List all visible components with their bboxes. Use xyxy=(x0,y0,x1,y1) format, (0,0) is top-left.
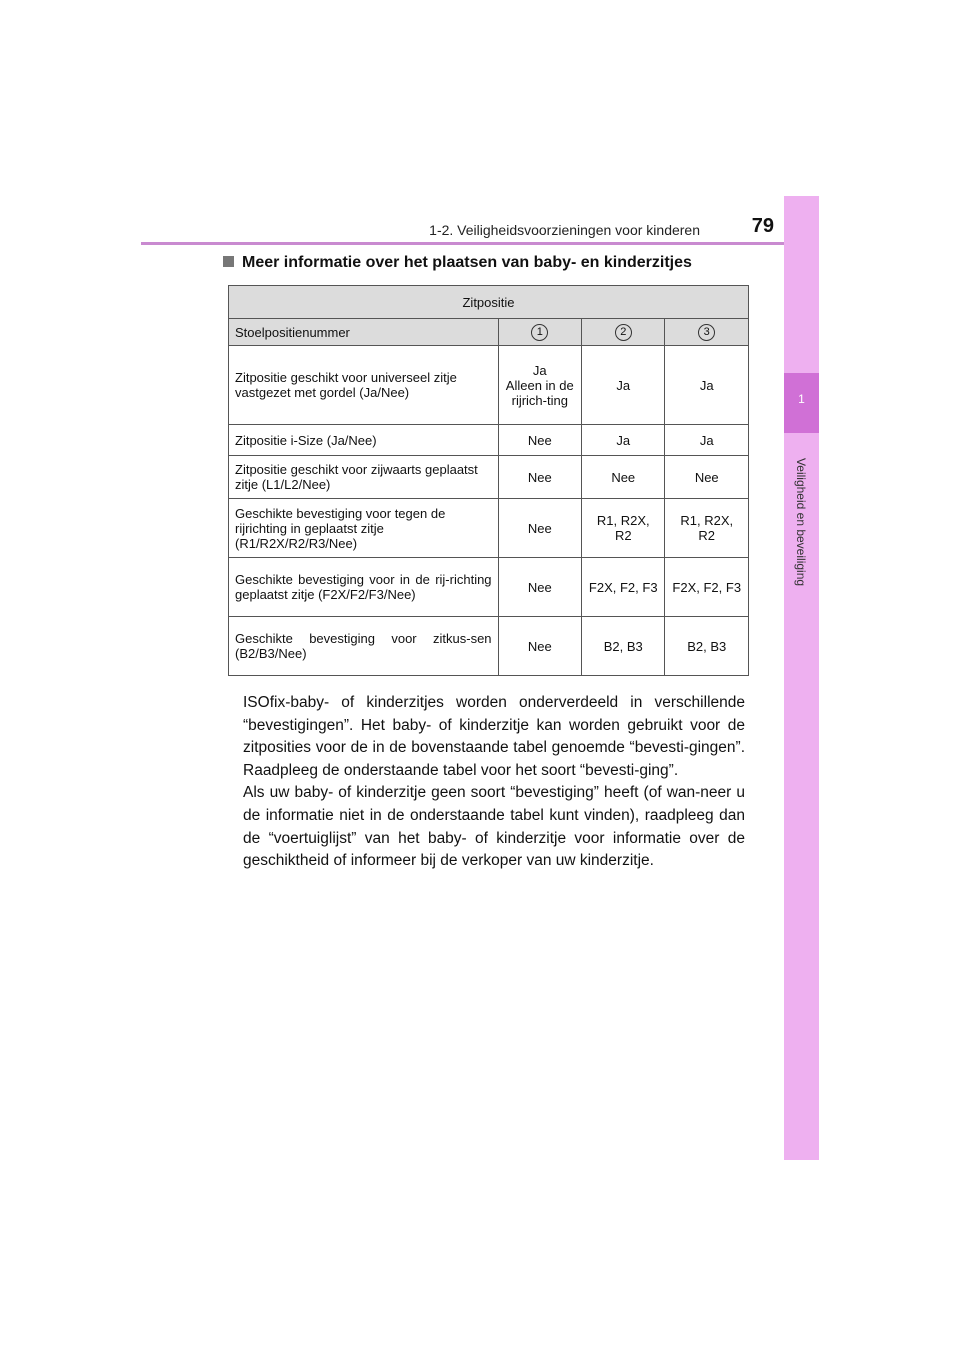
chapter-side-tab xyxy=(784,196,819,1160)
seat-number-cell xyxy=(582,319,665,346)
seat-number-label: Stoelpositienummer xyxy=(229,319,499,346)
table-row xyxy=(229,346,749,425)
header-divider xyxy=(141,242,819,245)
seat-number-2: 2 xyxy=(615,324,632,341)
row-label: Geschikte bevestiging voor tegen de rijrichting in geplaatst zitje (R1/R2X/R2/R3/Nee) xyxy=(229,499,499,558)
row-value: B2, B3 xyxy=(582,617,665,676)
row-value: R1, R2X, R2 xyxy=(665,499,749,558)
seat-position-table xyxy=(228,285,749,676)
row-value: Nee xyxy=(498,425,581,456)
row-value: Nee xyxy=(498,617,581,676)
row-value: Ja xyxy=(582,425,665,456)
seat-number-row xyxy=(229,319,749,346)
table-row xyxy=(229,617,749,676)
row-value: Ja xyxy=(665,346,749,425)
section-heading-text: Meer informatie over het plaatsen van baby- en kinderzitjes xyxy=(242,254,692,271)
row-value: F2X, F2, F3 xyxy=(582,558,665,617)
row-value: Nee xyxy=(498,456,581,499)
row-label: Zitpositie geschikt voor universeel zitje vastgezet met gordel (Ja/Nee) xyxy=(229,346,499,425)
paragraph: ISOfix-baby- of kinderzitjes worden onderverdeeld in verschillende “bevestigingen”. Het baby- of kinderzitje kan worden gebruikt voor de zitposities voor de in de bovenstaande tabel genoemde “bevesti-gingen”. Raadpleeg de onderstaande tabel voor het soort “bevesti-ging”. xyxy=(243,694,745,779)
section-title: 1-2. Veiligheidsvoorzieningen voor kinderen xyxy=(429,222,700,238)
table-row xyxy=(229,425,749,456)
chapter-title: Veiligheid en beveiliging xyxy=(794,457,808,587)
row-value: Ja Alleen in de rijrich-ting xyxy=(498,346,581,425)
table-row xyxy=(229,499,749,558)
square-bullet-icon xyxy=(223,256,234,267)
section-heading xyxy=(223,254,763,272)
row-label: Zitpositie geschikt voor zijwaarts geplaatst zitje (L1/L2/Nee) xyxy=(229,456,499,499)
row-label: Zitpositie i-Size (Ja/Nee) xyxy=(229,425,499,456)
row-value: Ja xyxy=(665,425,749,456)
table-title: Zitpositie xyxy=(229,286,749,319)
table-row xyxy=(229,558,749,617)
row-value: R1, R2X, R2 xyxy=(582,499,665,558)
table-row xyxy=(229,456,749,499)
row-value: Nee xyxy=(582,456,665,499)
seat-number-1: 1 xyxy=(531,324,548,341)
seat-number-cell xyxy=(665,319,749,346)
page-number: 79 xyxy=(751,215,774,237)
seat-number-cell xyxy=(498,319,581,346)
row-label: Geschikte bevestiging voor zitkus-sen (B2/B3/Nee) xyxy=(229,617,499,676)
row-value: Ja xyxy=(582,346,665,425)
table-title-row xyxy=(229,286,749,319)
row-value: Nee xyxy=(665,456,749,499)
seat-number-3: 3 xyxy=(698,324,715,341)
row-value: F2X, F2, F3 xyxy=(665,558,749,617)
row-label: Geschikte bevestiging voor in de rij-richting geplaatst zitje (F2X/F2/F3/Nee) xyxy=(229,558,499,617)
chapter-number: 1 xyxy=(798,392,805,406)
row-value: B2, B3 xyxy=(665,617,749,676)
body-text xyxy=(243,692,745,873)
paragraph: Als uw baby- of kinderzitje geen soort “bevestiging” heeft (of wan-neer u de informatie niet in de onderstaande tabel kunt vinden), raadpleeg dan de “voertuiglijst” van het baby- of kinderzitje voor informatie over de geschiktheid of informeer bij de verkoper van uw kinderzitje. xyxy=(243,784,745,870)
row-value: Nee xyxy=(498,499,581,558)
row-value: Nee xyxy=(498,558,581,617)
